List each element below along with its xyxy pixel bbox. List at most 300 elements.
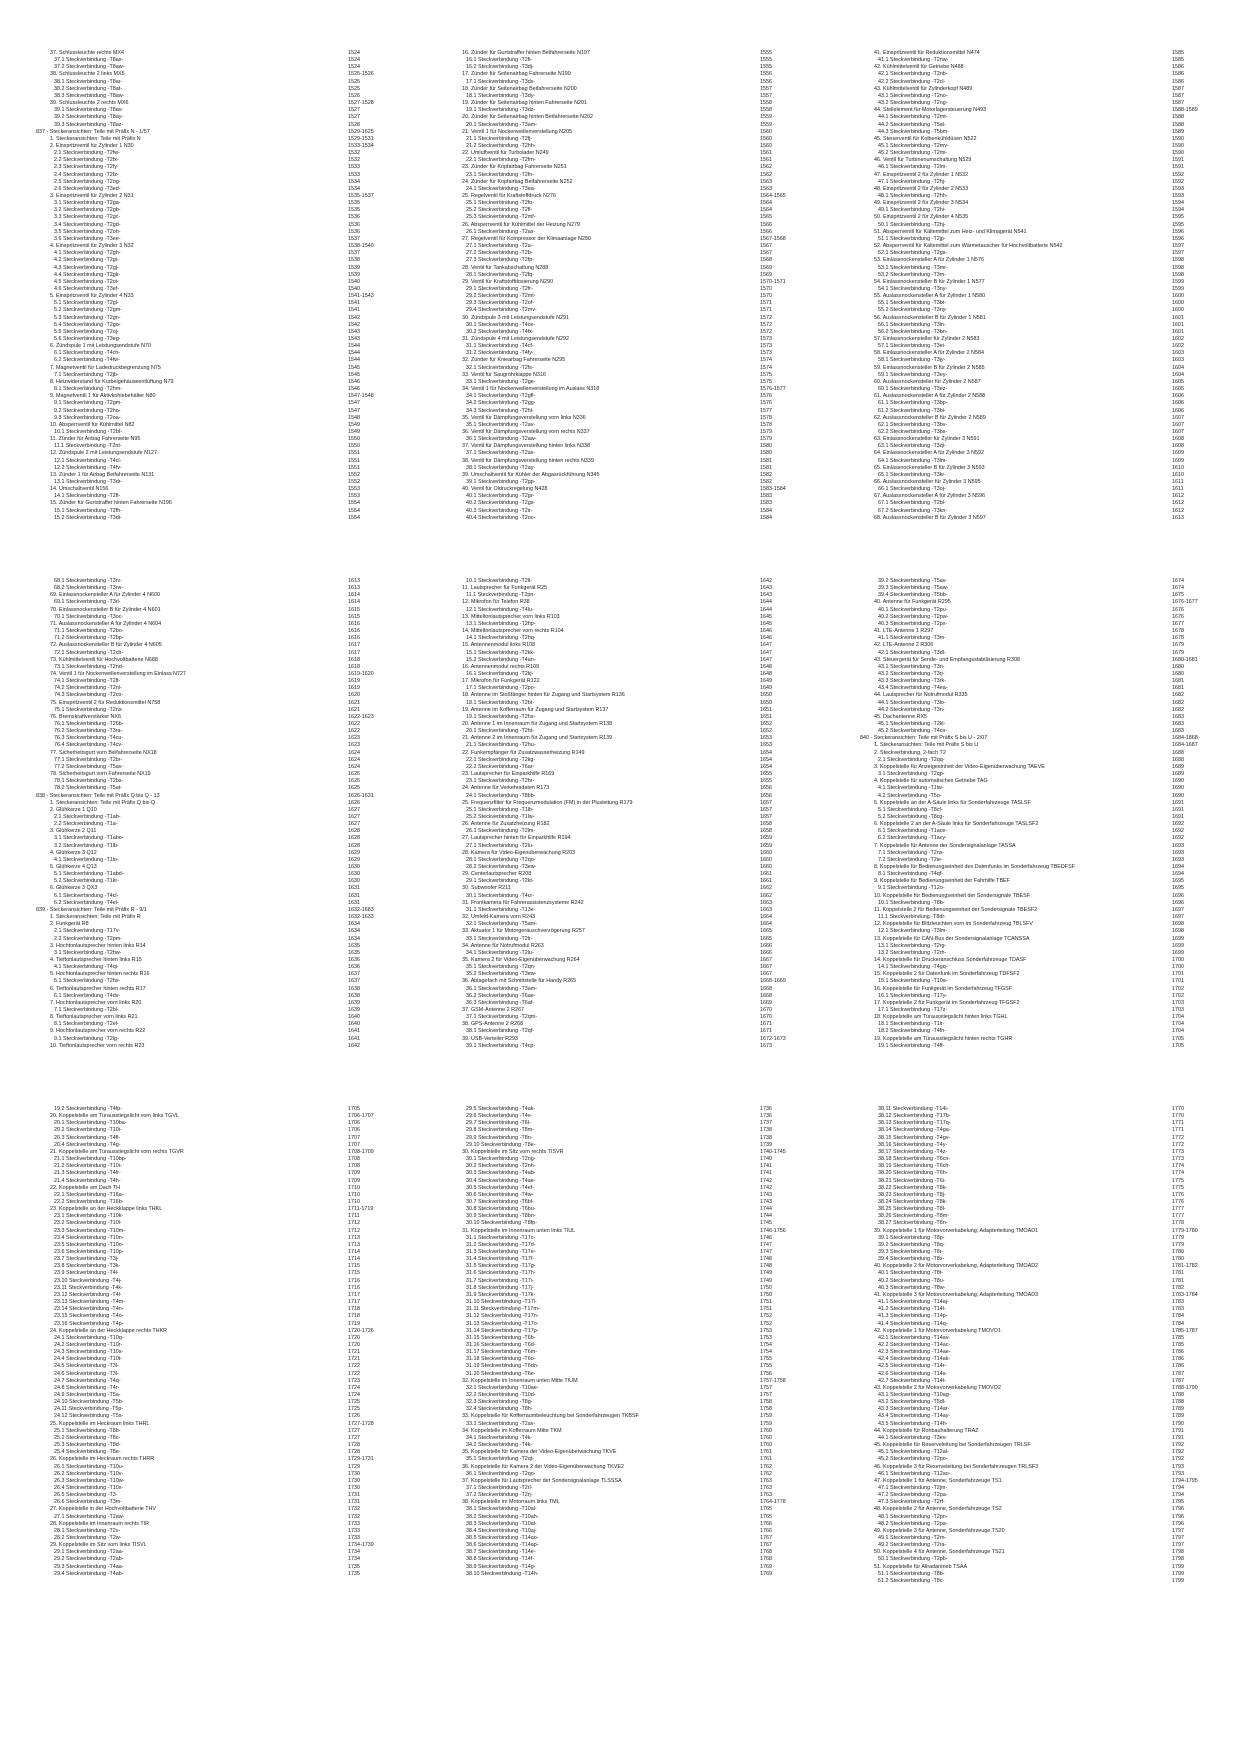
- index-entry: [860, 714, 1240, 721]
- entry-page: 1762: [760, 1463, 772, 1470]
- entry-page: 1680: [1172, 670, 1184, 677]
- entry-title: 29.7 Steckverbindung -T6l-: [466, 1120, 531, 1127]
- index-entry: [448, 1449, 858, 1456]
- entry-page: 1720: [348, 1334, 360, 1341]
- entry-title: 19. Koppelstelle am Türausstiegslicht hinten rechts TGHR: [874, 1035, 1013, 1042]
- entry-title: 53.2 Steckverbindung -T3m-: [878, 271, 947, 278]
- entry-title: 40.1 Steckverbindung -T2pu-: [878, 606, 948, 613]
- index-subentry: [448, 450, 858, 457]
- index-subentry: [36, 1449, 446, 1456]
- index-subentry: [860, 671, 1240, 678]
- index-subentry: [36, 1178, 446, 1185]
- entry-title: 58. Einlassnockensteller A für Zylinder 2 N584: [874, 350, 984, 357]
- index-subentry: [36, 179, 446, 186]
- index-subentry: [860, 114, 1240, 121]
- index-subentry: [860, 472, 1240, 479]
- entry-title: 31.3 Steckverbindung -T17e-: [466, 1249, 536, 1255]
- index-subentry: [448, 1199, 858, 1206]
- index-subentry: [860, 1471, 1240, 1478]
- index-subentry: [860, 885, 1240, 892]
- entry-title: 26. Koppelstelle im Heckraum rechts THRR: [50, 1456, 155, 1463]
- entry-page: 1680-1681: [1172, 656, 1198, 663]
- entry-title: 26.2 Steckverbindung -T10v-: [54, 1470, 124, 1477]
- entry-title: 28. Ventil für Tankabschaltung N288: [462, 264, 549, 271]
- entry-title: 7.1 Steckverbindung -T2nx-: [878, 849, 945, 856]
- entry-page: 1561: [760, 150, 772, 157]
- entry-page: 1567: [760, 250, 772, 257]
- entry-page: 1588-1589: [1172, 107, 1198, 114]
- entry-page: 1650: [760, 692, 772, 699]
- entry-page: 1582: [760, 479, 772, 485]
- index-subentry: [860, 1249, 1240, 1256]
- entry-title: 29. Ventil für Kraftstoffdosierung N290: [462, 278, 553, 285]
- entry-title: 45. Steuerventil für Kolbenkühldüsen N522: [874, 135, 977, 142]
- entry-page: 1712: [348, 1227, 360, 1234]
- entry-title: 54.1 Steckverbindung -T3ny-: [878, 285, 948, 292]
- entry-page: 1549: [348, 428, 360, 435]
- entry-page: 1600: [1172, 300, 1184, 307]
- index-subentry: [448, 1249, 858, 1256]
- entry-title: 63. Einlassnockensteller für Zylinder 3 N591: [874, 436, 980, 443]
- entry-title: 36.3 Steckverbindung -T6af-: [466, 999, 535, 1006]
- entry-title: 51.2 Steckverbindung -T8c-: [878, 1577, 945, 1584]
- entry-title: 50.1 Steckverbindung -T2hj-: [878, 221, 946, 228]
- entry-title: 5.1 Steckverbindung -T2gl-: [54, 300, 119, 307]
- index-subentry: [860, 857, 1240, 864]
- entry-page: 1717: [348, 1299, 360, 1306]
- entry-title: 40.1 Steckverbindung -T2gr-: [466, 493, 535, 500]
- entry-title: 61.2 Steckverbindung -T3bi-: [878, 407, 946, 414]
- entry-title: 37.2 Steckverbindung -T8aw-: [54, 64, 125, 71]
- entry-title: 24.4 Steckverbindung -T10t-: [54, 1356, 123, 1363]
- entry-title: 3.2 Steckverbindung -T1lb-: [54, 842, 119, 849]
- index-entry: [860, 1036, 1240, 1043]
- index-subentry: [448, 200, 858, 207]
- index-subentry: [36, 764, 446, 771]
- index-subentry: [448, 1142, 858, 1149]
- entry-title: 31.16 Steckverbindung -T6d-: [466, 1341, 536, 1348]
- entry-page: 1587: [1172, 100, 1184, 107]
- entry-title: 46.1 Steckverbindung -T12ao-: [878, 1470, 951, 1477]
- entry-title: 38.5 Steckverbindung -T14ao-: [466, 1535, 539, 1541]
- entry-title: 7.1 Steckverbindung -T2jb-: [54, 371, 119, 378]
- index-entry: [448, 265, 858, 272]
- entry-title: 43.2 Steckverbindung -T3rj-: [878, 670, 945, 677]
- index-entry: [860, 800, 1240, 807]
- entry-page: 1738: [760, 1134, 772, 1141]
- entry-page: 1555: [760, 64, 772, 71]
- entry-title: 28.2 Steckverbindung -T3ew-: [466, 864, 537, 870]
- index-entry: [36, 293, 446, 300]
- index-subentry: [860, 928, 1240, 935]
- index-subentry: [860, 93, 1240, 100]
- entry-page: 1669: [760, 999, 772, 1006]
- entry-title: 2.6 Steckverbindung -T3ed-: [54, 185, 121, 192]
- entry-title: 22.1 Steckverbindung -T2fm-: [466, 157, 536, 164]
- entry-title: 32. Zünder für Kniearbag Fahrerseite N295: [462, 357, 566, 364]
- index-subentry: [36, 257, 446, 264]
- index-subentry: [36, 400, 446, 407]
- entry-page: 1627: [348, 806, 360, 813]
- entry-page: 1547: [348, 407, 360, 414]
- entry-page: 1578: [760, 421, 772, 428]
- entry-title: 13. Zünder 1 für Airbag Beifahrerseite N131: [50, 471, 155, 478]
- entry-page: 1773: [1172, 1148, 1184, 1155]
- index-subentry: [448, 1542, 858, 1549]
- entry-page: 1797: [1172, 1527, 1184, 1534]
- index-subentry: [36, 114, 446, 121]
- entry-title: 30.1 Steckverbindung -T4cr-: [466, 892, 535, 899]
- index-subentry: [448, 1285, 858, 1292]
- index-subentry: [36, 64, 446, 71]
- entry-title: 38.21 Steckverbindung -T6i-: [878, 1177, 946, 1184]
- entry-title: 39.1 Steckverbindung -T2gp-: [466, 479, 536, 485]
- index-entry: [36, 143, 446, 150]
- index-subentry: [36, 1213, 446, 1220]
- entry-page: 1750: [760, 1291, 772, 1298]
- index-subentry: [36, 1313, 446, 1320]
- entry-title: 14.1 Steckverbindung -T2fl-: [54, 493, 121, 500]
- index-subentry: [36, 728, 446, 735]
- entry-page: 1536: [348, 228, 360, 235]
- entry-title: 31.7 Steckverbindung -T17i-: [466, 1277, 534, 1284]
- entry-page: 1597: [1172, 250, 1184, 257]
- entry-title: 49.2 Steckverbindung -T2ra-: [878, 1542, 947, 1549]
- index-entry: [36, 486, 446, 493]
- entry-page: 1542: [348, 321, 360, 328]
- index-subentry: [860, 685, 1240, 692]
- index-entry: [448, 585, 858, 592]
- entry-page: 1617: [348, 642, 360, 649]
- entry-page: 1624: [348, 756, 360, 763]
- entry-page: 1720-1726: [348, 1327, 374, 1334]
- entry-page: 1782: [1172, 1284, 1184, 1291]
- entry-page: 1560: [760, 135, 772, 142]
- index-subentry: [860, 458, 1240, 465]
- entry-page: 1751: [760, 1306, 772, 1313]
- entry-title: 7. Magnetventil für Ladedruckbegrenzung N75: [50, 364, 161, 371]
- entry-page: 1655: [760, 771, 772, 778]
- entry-page: 1579: [760, 436, 772, 443]
- entry-title: 40.3 Steckverbindung -T2ir-: [466, 507, 533, 514]
- entry-title: 36.1 Steckverbindung -T3am-: [466, 985, 538, 992]
- index-subentry: [448, 107, 858, 114]
- index-entry: [860, 878, 1240, 885]
- entry-page: 1709: [348, 1170, 360, 1177]
- entry-page: 1606: [1172, 400, 1184, 407]
- entry-page: 1776: [1172, 1191, 1184, 1198]
- index-subentry: [448, 1120, 858, 1127]
- entry-page: 1632-1683: [348, 906, 374, 913]
- entry-title: 24.5 Steckverbindung -T3l-: [54, 1363, 119, 1370]
- index-entry: [860, 393, 1240, 400]
- index-subentry: [448, 971, 858, 978]
- entry-page: 1602: [1172, 343, 1184, 350]
- index-entry: [36, 136, 446, 143]
- entry-page: 1775: [1172, 1177, 1184, 1184]
- entry-title: 42.4 Steckverbindung -T14ak-: [878, 1356, 951, 1363]
- entry-title: 29.5 Steckverbindung -T4ak-: [466, 1106, 536, 1112]
- entry-page: 1791: [1172, 1427, 1184, 1434]
- entry-page: 1695: [1172, 878, 1184, 885]
- index-subentry: [860, 1492, 1240, 1499]
- entry-title: 26.4 Steckverbindung -T10x-: [54, 1484, 124, 1491]
- entry-page: 1768: [760, 1556, 772, 1563]
- entry-page: 1674: [1172, 578, 1184, 584]
- entry-title: 31.1 Steckverbindung -T13e-: [466, 906, 536, 913]
- entry-page: 1560: [760, 142, 772, 149]
- entry-page: 1712: [348, 1220, 360, 1227]
- entry-page: 1762: [760, 1470, 772, 1477]
- index-subentry: [36, 692, 446, 699]
- index-entry: [448, 357, 858, 364]
- index-subentry: [448, 307, 858, 314]
- index-entry: [36, 1328, 446, 1335]
- index-subentry: [448, 864, 858, 871]
- entry-title: 34.1 Steckverbindung -T2lu-: [466, 949, 534, 956]
- entry-title: 9.1 Steckverbindung -T2lg-: [54, 1035, 119, 1042]
- entry-page: 1590: [1172, 135, 1184, 142]
- entry-title: 40. Ventil für Öldruckregelung N428: [462, 486, 548, 493]
- index-subentry: [448, 1485, 858, 1492]
- index-entry: [36, 957, 446, 964]
- entry-page: 1607: [1172, 414, 1184, 421]
- entry-title: 51.1 Steckverbindung -T8b-: [878, 1570, 945, 1577]
- entry-title: 43.4 Steckverbindung -T14ay-: [878, 1413, 951, 1420]
- index-subentry: [36, 1199, 446, 1206]
- entry-title: 25.4 Steckverbindung -T8e-: [54, 1449, 121, 1456]
- entry-page: 1732: [348, 1506, 360, 1513]
- entry-page: 1724: [348, 1392, 360, 1398]
- index-subentry: [448, 993, 858, 1000]
- index-subentry: [36, 1492, 446, 1499]
- index-subentry: [36, 1285, 446, 1292]
- entry-title: 21. Koppelstelle am Türausstiegslicht vorn rechts TGVR: [50, 1148, 184, 1155]
- entry-page: 1770: [1172, 1106, 1184, 1112]
- index-subentry: [36, 86, 446, 93]
- entry-page: 1570-1571: [760, 278, 786, 285]
- entry-page: 1572: [760, 328, 772, 335]
- entry-page: 1572: [760, 321, 772, 328]
- index-subentry: [36, 893, 446, 900]
- entry-page: 1794-1795: [1172, 1477, 1198, 1484]
- entry-page: 1728: [348, 1442, 360, 1449]
- entry-title: 2.1 Steckverbindung -T17v-: [54, 928, 121, 935]
- index-subentry: [860, 57, 1240, 64]
- entry-page: 1610: [1172, 464, 1184, 471]
- entry-title: 31. Zündspule 4 mit Leistungsendstufe N292: [462, 336, 569, 342]
- entry-page: 1564: [760, 207, 772, 214]
- index-subentry: [36, 1478, 446, 1485]
- index-subentry: [36, 650, 446, 657]
- index-entry: [36, 700, 446, 707]
- entry-page: 1715: [348, 1270, 360, 1277]
- entry-title: 23.13 Steckverbindung -T4m-: [54, 1299, 126, 1306]
- index-entry: [860, 1292, 1240, 1299]
- entry-title: 60.1 Steckverbindung -T3ez-: [878, 386, 948, 393]
- entry-page: 1635: [348, 942, 360, 949]
- index-subentry: [860, 1456, 1240, 1463]
- index-subentry: [36, 1549, 446, 1556]
- entry-page: 1755: [760, 1356, 772, 1363]
- entry-page: 1638: [348, 992, 360, 999]
- entry-page: 1794: [1172, 1492, 1184, 1499]
- entry-title: 56.2 Steckverbindung -T3bn-: [878, 328, 948, 335]
- index-subentry: [36, 186, 446, 193]
- index-entry: [448, 150, 858, 157]
- entry-title: 16. Zünder für Gurtstraffer hinten Beifahrerseite N197: [462, 50, 590, 56]
- entry-page: 1591: [1172, 157, 1184, 164]
- entry-title: 10.1 Steckverbindung -T2bf-: [54, 428, 123, 435]
- entry-page: 1690: [1172, 792, 1184, 799]
- index-subentry: [860, 1185, 1240, 1192]
- index-subentry: [448, 1471, 858, 1478]
- index-subentry: [36, 578, 446, 585]
- entry-page: 1529-1531: [348, 135, 374, 142]
- entry-page: 1659: [760, 835, 772, 842]
- index-subentry: [448, 214, 858, 221]
- index-subentry: [860, 785, 1240, 792]
- entry-page: 1644: [760, 606, 772, 613]
- entry-page: 1618: [348, 656, 360, 663]
- entry-page: 1737: [760, 1120, 772, 1127]
- entry-title: 32.1 Steckverbindung -T2fs-: [466, 364, 534, 371]
- index-subentry: [448, 1028, 858, 1035]
- entry-page: 1533: [348, 171, 360, 178]
- entry-title: 69. Einlassnockensteller A für Zylinder 4 N600: [50, 592, 160, 599]
- entry-title: 73.1 Steckverbindung -T2nd-: [54, 663, 124, 670]
- entry-title: 31.20 Steckverbindung -T6e-: [466, 1370, 536, 1377]
- entry-page: 1704: [1172, 1028, 1184, 1035]
- index-subentry: [36, 778, 446, 785]
- entry-page: 1563: [760, 178, 772, 185]
- entry-page: 1766: [760, 1520, 772, 1527]
- entry-page: 1552: [348, 471, 360, 478]
- entry-page: 1566: [760, 228, 772, 235]
- entry-title: 31.14 Steckverbindung -T17p-: [466, 1327, 539, 1334]
- entry-page: 1758: [760, 1399, 772, 1406]
- index-subentry: [448, 1256, 858, 1263]
- index-subentry: [448, 1421, 858, 1428]
- entry-title: 5.3 Steckverbindung -T2gn-: [54, 314, 121, 321]
- index-subentry: [36, 207, 446, 214]
- entry-title: 64.1 Steckverbindung -T3lm-: [878, 457, 948, 464]
- entry-page: 1576-1577: [760, 386, 786, 393]
- entry-page: 1750: [760, 1284, 772, 1291]
- entry-title: 24.1 Steckverbindung -T8bb-: [466, 792, 536, 799]
- index-subentry: [36, 508, 446, 515]
- entry-title: 14. Umschaltventil N156: [50, 486, 109, 493]
- entry-page: 1788-1790: [1172, 1384, 1198, 1391]
- index-subentry: [860, 236, 1240, 243]
- entry-title: 4.3 Steckverbindung -T2gj-: [54, 264, 119, 271]
- entry-page: 1612: [1172, 500, 1184, 507]
- entry-title: 34. Ventil 1 für Nockenwellenverstellung im Auslass N318: [462, 386, 600, 393]
- entry-page: 1557: [760, 92, 772, 99]
- entry-page: 1719: [348, 1320, 360, 1327]
- entry-page: 1759: [760, 1420, 772, 1427]
- entry-page: 1656: [760, 785, 772, 792]
- entry-title: 16.1 Steckverbindung -T2fi-: [466, 57, 533, 64]
- index-subentry: [36, 1106, 446, 1113]
- index-entry: [860, 493, 1240, 500]
- entry-title: 27. Koppelstelle in der Hochvoltbatterie THV: [50, 1506, 156, 1513]
- entry-title: 24.11 Steckverbindung -T5p-: [54, 1406, 124, 1413]
- entry-page: 1754: [760, 1349, 772, 1356]
- index-subentry: [860, 614, 1240, 621]
- entry-title: 27. Lautsprecher hinten für Einparkhilfe R194: [462, 835, 571, 842]
- entry-title: 39.2 Steckverbindung -T8q-: [878, 1241, 945, 1248]
- index-entry: [448, 71, 858, 78]
- entry-title: 36. Ablagefach mit Schnittstelle für Handy R265: [462, 978, 577, 985]
- entry-title: 27.1 Steckverbindung -T2a-: [466, 243, 533, 250]
- entry-title: 28. Koppelstelle im Innenraum rechts TIR: [50, 1520, 150, 1527]
- index-subentry: [448, 700, 858, 707]
- entry-page: 1741: [760, 1170, 772, 1177]
- entry-page: 1629: [348, 849, 360, 856]
- entry-title: 2.1 Steckverbindung -T1ab-: [54, 813, 121, 820]
- entry-title: 9. Hochtonlautsprecher vorn rechts R22: [50, 1028, 146, 1035]
- entry-title: 19.1 Steckverbindung -T2hs-: [466, 713, 536, 720]
- entry-title: 76.2 Steckverbindung -T3ra-: [54, 728, 123, 735]
- entry-page: 1590: [1172, 142, 1184, 149]
- entry-page: 1735: [348, 1563, 360, 1570]
- index-entry: [860, 293, 1240, 300]
- index-subentry: [860, 1521, 1240, 1528]
- index-subentry: [36, 465, 446, 472]
- index-subentry: [36, 336, 446, 343]
- index-subentry: [36, 479, 446, 486]
- entry-title: 13.2 Steckverbindung -T2rh-: [878, 949, 947, 956]
- entry-page: 1783-1784: [1172, 1291, 1198, 1298]
- index-subentry: [448, 207, 858, 214]
- entry-page: 1715: [348, 1263, 360, 1270]
- entry-title: 5. Hochtonlautsprecher hinten rechts R16: [50, 971, 150, 978]
- entry-title: 27. Regelventil für Kompressor der Klimaanlage N280: [462, 235, 591, 242]
- entry-title: 49. Einspritzventil 2 für Zylinder 3 N534: [874, 200, 969, 207]
- index-entry: [860, 642, 1240, 649]
- index-entry: [860, 750, 1240, 757]
- entry-title: 9.2 Steckverbindung -T2ho-: [54, 407, 121, 414]
- entry-title: 2.3 Steckverbindung -T2fy-: [54, 164, 119, 171]
- index-entry: [860, 921, 1240, 928]
- entry-title: 55.2 Steckverbindung -T3ny-: [878, 307, 948, 314]
- entry-page: 1759: [760, 1413, 772, 1420]
- entry-title: 44.2 Steckverbindung -T5al-: [878, 121, 946, 128]
- entry-page: 1714: [348, 1256, 360, 1263]
- index-subentry: [448, 878, 858, 885]
- entry-page: 1583-1584: [760, 486, 786, 493]
- index-subentry: [36, 1321, 446, 1328]
- entry-page: 1744: [760, 1213, 772, 1220]
- entry-title: 32. Umfeld-Kamera vorn R243: [462, 914, 536, 921]
- entry-page: 1607: [1172, 421, 1184, 428]
- entry-page: 1734: [348, 1549, 360, 1556]
- entry-title: 12. Koppelstelle für Blitzleuchten vorn im Sonderfahrzeug TBLSFV: [874, 921, 1034, 928]
- index-subentry: [860, 1356, 1240, 1363]
- index-subentry: [36, 978, 446, 985]
- index-subentry: [860, 1313, 1240, 1320]
- index-subentry: [448, 1292, 858, 1299]
- entry-page: 1550: [348, 443, 360, 450]
- entry-page: 1763: [760, 1484, 772, 1491]
- entry-page: 1799: [1172, 1577, 1184, 1584]
- entry-title: 43. Steuergerät für Sende- und Empfangsstabilisierung R308: [874, 656, 1020, 663]
- entry-page: 1742: [760, 1177, 772, 1184]
- index-subentry: [860, 635, 1240, 642]
- entry-page: 1785: [1172, 1341, 1184, 1348]
- entry-page: 1584: [760, 507, 772, 514]
